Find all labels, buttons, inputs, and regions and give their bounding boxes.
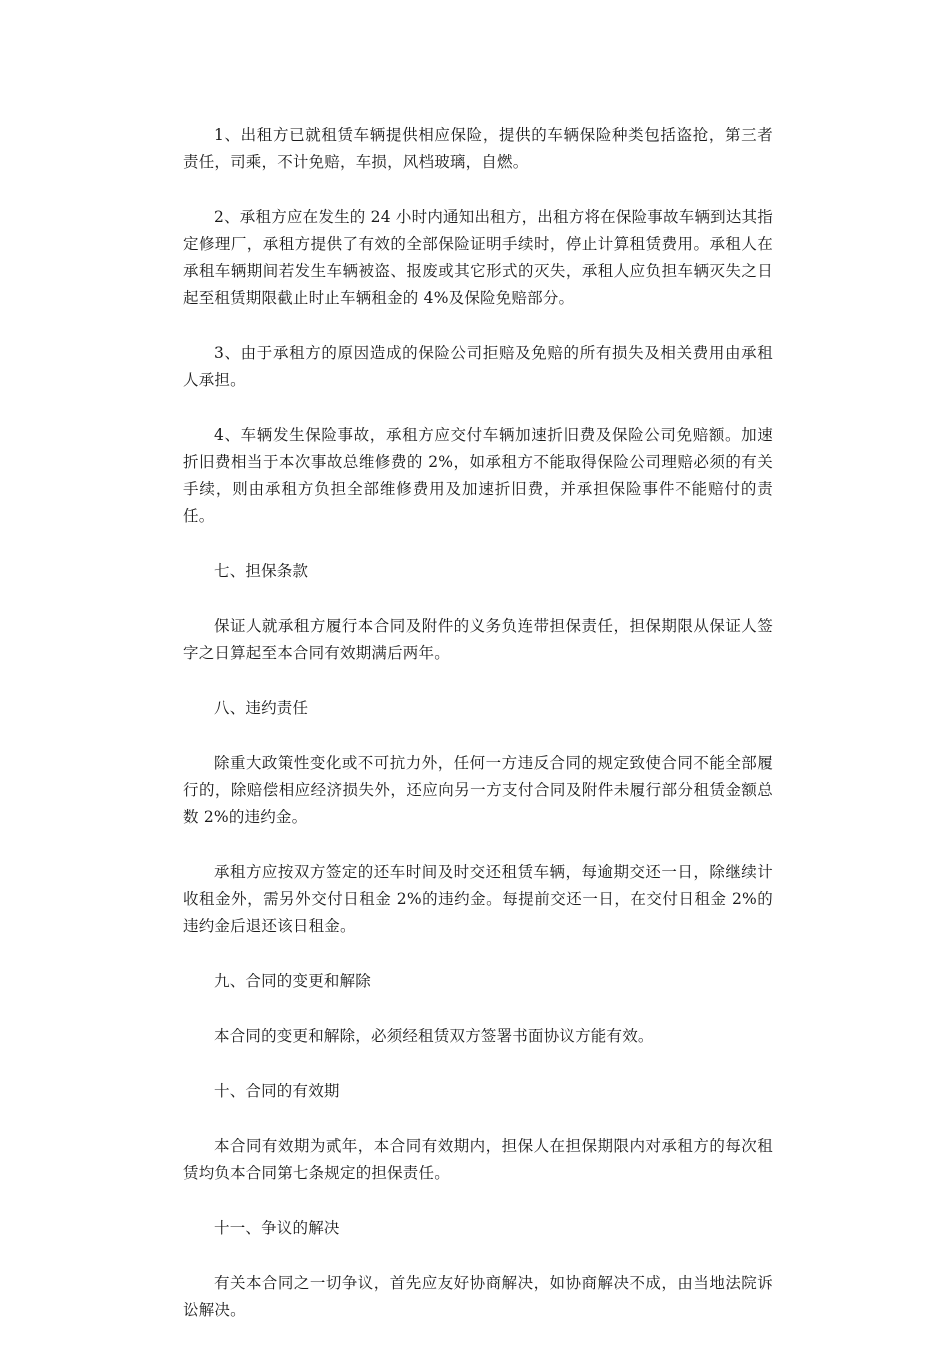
paragraph-breach-1: 除重大政策性变化或不可抗力外，任何一方违反合同的规定致使合同不能全部履行的，除赔偿相应经济损失外，还应向另一方支付合同及附件未履行部分租赁金额总数 2%的违约金。 — [183, 754, 773, 826]
paragraph-breach-2: 承租方应按双方签定的还车时间及时交还租赁车辆，每逾期交还一日，除继续计收租金外，需另外交付日租金 2%的违约金。每提前交还一日，在交付日租金 2%的违约金后退还该日租金。 — [183, 863, 773, 935]
section-heading-guarantee: 七、担保条款 — [214, 562, 309, 580]
paragraph-insurance-2: 2、承租方应在发生的 24 小时内通知出租方，出租方将在保险事故车辆到达其指定修理厂，承租方提供了有效的全部保险证明手续时，停止计算租赁费用。承租人在承租车辆期间若发生车辆被盗、报废或其它形式的灭失，承租人应负担车辆灭失之日起至租赁期限截止时止车辆租金的 4%及保险免赔部分。 — [183, 208, 773, 307]
section-heading-validity: 十、合同的有效期 — [214, 1082, 340, 1100]
paragraph-insurance-4: 4、车辆发生保险事故，承租方应交付车辆加速折旧费及保险公司免赔额。加速折旧费相当于本次事故总维修费的 2%，如承租方不能取得保险公司理赔必须的有关手续，则由承租方负担全部维修费用及加速折旧费，并承担保险事件不能赔付的责任。 — [183, 426, 773, 525]
paragraph-disputes: 有关本合同之一切争议，首先应友好协商解决，如协商解决不成，由当地法院诉讼解决。 — [183, 1274, 773, 1319]
paragraph-guarantee: 保证人就承租方履行本合同及附件的义务负连带担保责任，担保期限从保证人签字之日算起至本合同有效期满后两年。 — [183, 617, 773, 662]
section-heading-disputes: 十一、争议的解决 — [214, 1219, 340, 1237]
paragraph-insurance-3: 3、由于承租方的原因造成的保险公司拒赔及免赔的所有损失及相关费用由承租人承担。 — [183, 344, 773, 389]
document-page — [183, 122, 773, 1352]
section-heading-breach: 八、违约责任 — [214, 699, 309, 717]
paragraph-amendment: 本合同的变更和解除，必须经租赁双方签署书面协议方能有效。 — [214, 1027, 654, 1045]
section-heading-amendment: 九、合同的变更和解除 — [214, 972, 372, 990]
paragraph-validity: 本合同有效期为贰年，本合同有效期内，担保人在担保期限内对承租方的每次租赁均负本合同第七条规定的担保责任。 — [183, 1137, 773, 1182]
paragraph-insurance-1: 1、出租方已就租赁车辆提供相应保险，提供的车辆保险种类包括盗抢，第三者责任，司乘，不计免赔，车损，风档玻璃，自燃。 — [183, 126, 773, 171]
